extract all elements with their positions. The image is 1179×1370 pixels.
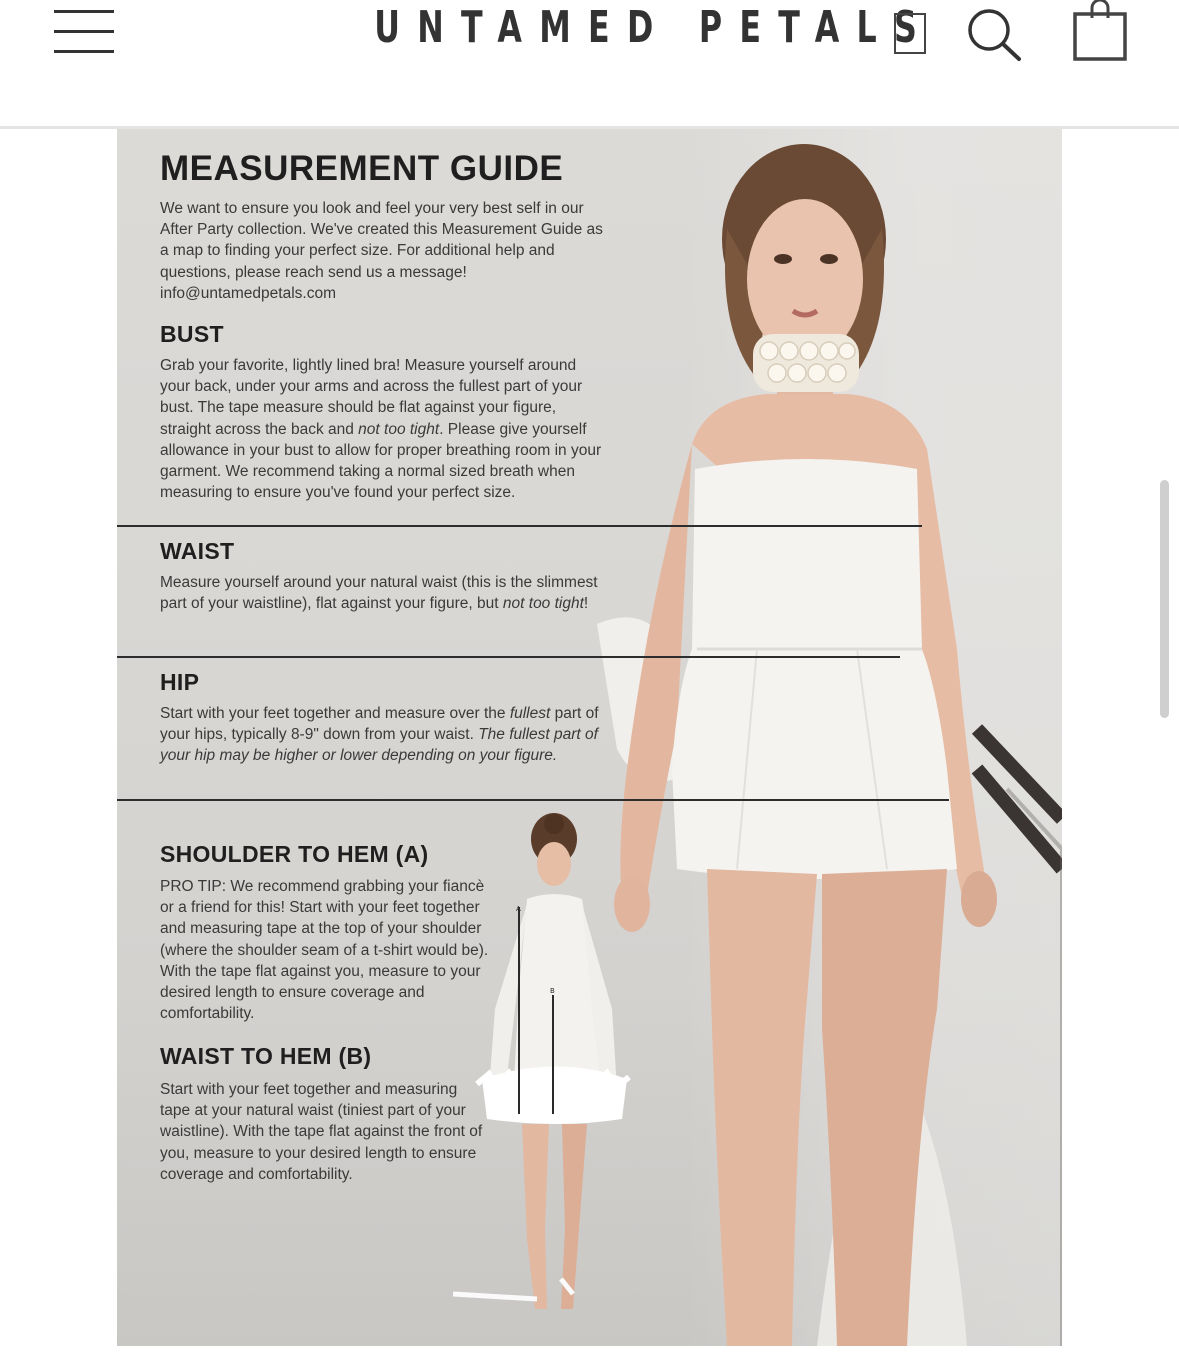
shopping-bag-icon[interactable] bbox=[1072, 0, 1128, 62]
waist-text: Measure yourself around your natural waist (this is the slimmest part of your waistline), flat against your figure, but not too tight! bbox=[160, 574, 598, 613]
site-header bbox=[0, 0, 1179, 128]
waist-to-hem-heading: WAIST TO HEM (B) bbox=[160, 1043, 372, 1069]
bust-heading: BUST bbox=[160, 321, 224, 347]
hamburger-menu-icon[interactable] bbox=[54, 10, 114, 54]
search-icon[interactable] bbox=[965, 6, 1023, 62]
page-scrollbar[interactable] bbox=[1160, 480, 1169, 718]
shoulder-to-hem-heading: SHOULDER TO HEM (A) bbox=[160, 841, 429, 867]
hip-text: Start with your feet together and measure over the fullest part of your hips, typically 8-9" down from your waist. The fullest part of your hip may be higher or lower depending on your figure. bbox=[160, 705, 599, 765]
diagram-label-a: A bbox=[516, 905, 521, 913]
guide-intro bbox=[160, 198, 610, 304]
waist-to-hem-text: Start with your feet together and measuring tape at your natural waist (tiniest part of your waistline). With the tape flat against the front of you, measure to your desired length to ensure coverage and comfortability. bbox=[160, 1081, 483, 1183]
measurement-guide-image bbox=[117, 129, 1062, 1346]
brand-logo[interactable]: UNTAMED PETALS bbox=[374, 2, 935, 53]
bust-text: Grab your favorite, lightly lined bra! Measure yourself around your back, under your arms and across the fullest part of your bust. The tape measure should be flat against your figure, straight across the back and not too tight. Please give yourself allowance in your bust to allow for proper breathing room in your garment. We recommend taking a normal sized breath when measuring to ensure you've found your perfect size. bbox=[160, 357, 602, 502]
section-divider-waist bbox=[117, 656, 900, 658]
section-divider-bust bbox=[117, 525, 922, 527]
hip-heading: HIP bbox=[160, 669, 200, 695]
guide-title: MEASUREMENT GUIDE bbox=[160, 149, 564, 188]
wishlist-icon[interactable] bbox=[894, 13, 926, 54]
waist-heading: WAIST bbox=[160, 538, 235, 564]
shoulder-to-hem-text: PRO TIP: We recommend grabbing your fiancè or a friend for this! Start with your feet together and measuring tape at the top of your shoulder (where the shoulder seam of a t-shirt would be). With the tape flat against you, measure to your desired length to ensure coverage and comfortability. bbox=[160, 878, 489, 1023]
intro-text: We want to ensure you look and feel your very best self in our After Party collection. We've created this Measurement Guide as a map to finding your perfect size. For additional help and questions, please reach send us a message! bbox=[160, 200, 603, 281]
contact-email: info@untamedpetals.com bbox=[160, 284, 336, 302]
section-divider-hip bbox=[117, 799, 949, 801]
diagram-label-b: B bbox=[550, 987, 555, 995]
